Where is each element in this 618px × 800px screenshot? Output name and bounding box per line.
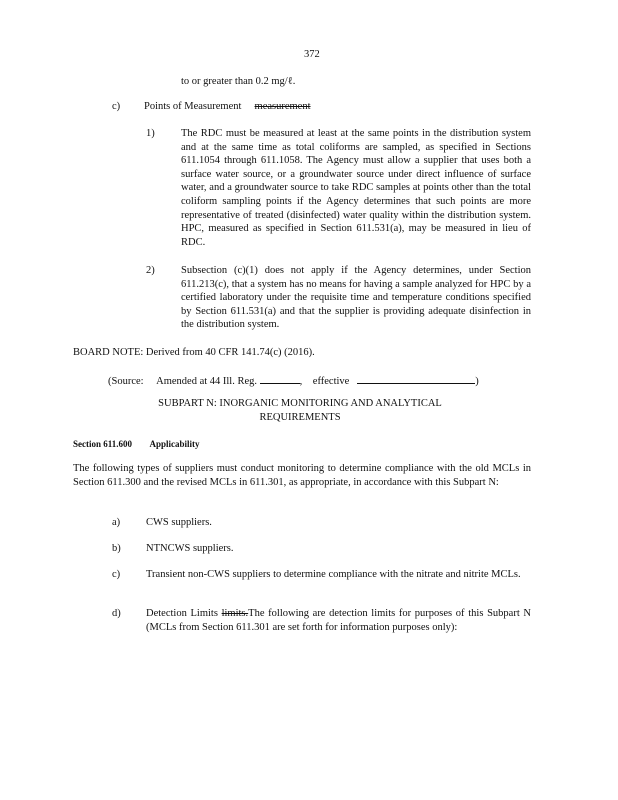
section-heading-title: Applicability	[149, 439, 200, 449]
section-heading	[73, 438, 200, 452]
list-item-a-marker: a)	[112, 517, 121, 528]
source-line: (Source: Amended at 44 Ill. Reg. , effective )	[108, 372, 479, 389]
list-item-c-marker: c)	[112, 569, 121, 580]
list-item-b-marker: b)	[112, 543, 121, 554]
continuation-text: to or greater than 0.2 mg/ℓ.	[181, 76, 296, 87]
subpart-heading	[80, 397, 520, 424]
source-date-blank	[357, 372, 475, 384]
list-item-d-marker: d)	[112, 608, 121, 619]
list-item-b-text: NTNCWS suppliers.	[146, 543, 234, 554]
list-item-d-text	[146, 607, 531, 634]
subpart-heading-line1: SUBPART N: INORGANIC MONITORING AND ANALYTICAL	[158, 398, 442, 409]
item-d-text-before: Detection Limits	[146, 608, 218, 619]
list-item-a-text: CWS suppliers.	[146, 517, 212, 528]
item-1-text: The RDC must be measured at least at the same points in the distribution system and at the same time as total coliforms are sampled, as specified in Sections 611.1054 through 611.1058. The Agency must allow a supplier that uses both a surface water source, or a groundwater source under direct influence of surface water, and a groundwater source to take RDC samples at points other than the total coliform sampling points if the Agency determines that such points are more representative of treated (disinfected) water quality within the distribution system. HPC, measured as specified in Section 611.531(a), may be measured in lieu of RDC.	[181, 128, 531, 248]
subpart-heading-line2: REQUIREMENTS	[259, 411, 341, 423]
section-c-heading	[144, 100, 311, 114]
section-c-marker: c)	[112, 101, 121, 112]
item-2-marker: 2)	[146, 265, 155, 276]
page-number: 372	[304, 49, 320, 60]
source-suffix: )	[475, 376, 479, 387]
item-d-struck-text: limits.	[221, 608, 249, 619]
source-amended: Amended at 44 Ill. Reg.	[156, 376, 258, 387]
source-prefix: (Source:	[108, 376, 144, 387]
item-2-text: Subsection (c)(1) does not apply if the Agency determines, under Section 611.213(c), that a system has no means for having a sample analyzed for HPC by a certified laboratory under the requisite time and temperature conditions specified by Section 611.531(a) and that the supplier is providing adequate disinfection in the distribution system.	[181, 265, 531, 331]
board-note: BOARD NOTE: Derived from 40 CFR 141.74(c) (2016).	[73, 347, 315, 358]
list-item-c-text: Transient non-CWS suppliers to determine compliance with the nitrate and nitrite MCLs.	[146, 569, 521, 580]
item-1-marker: 1)	[146, 128, 155, 139]
source-effective: effective	[312, 376, 350, 387]
intro-paragraph: The following types of suppliers must conduct monitoring to determine compliance with the old MCLs in Section 611.300 and the revised MCLs in 611.301, as appropriate, in accordance with this Subpart N:	[73, 463, 531, 488]
section-c-struck-text: measurement	[254, 101, 311, 112]
section-c-heading-text: Points of Measurement	[144, 101, 242, 112]
section-heading-label: Section 611.600	[73, 439, 133, 449]
item-d-text-after: The following are detection limits for purposes of this Subpart N (MCLs from Section 611.301 are set forth for information purposes only):	[146, 608, 531, 633]
source-reg-blank	[260, 372, 300, 384]
